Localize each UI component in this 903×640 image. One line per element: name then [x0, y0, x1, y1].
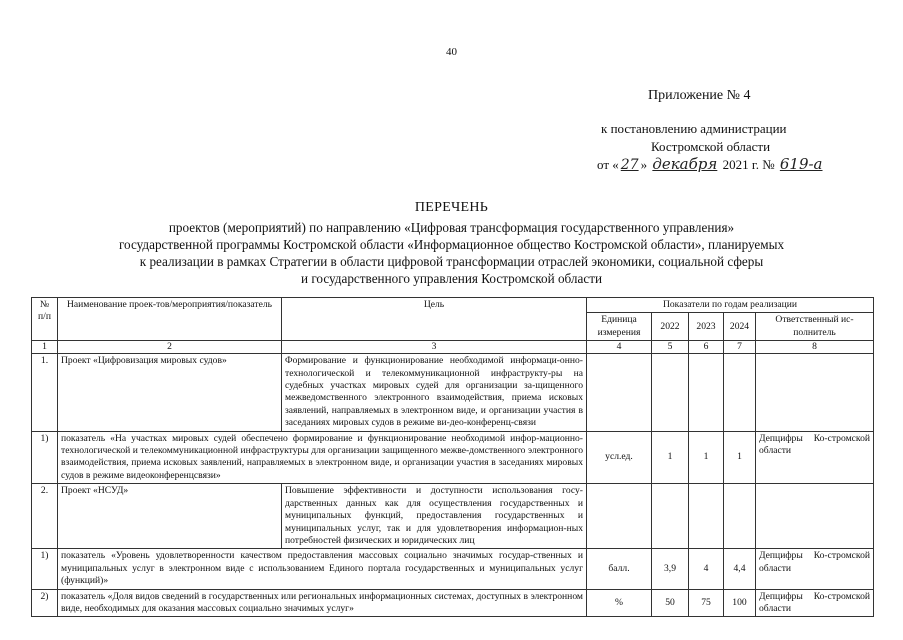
indicator-unit: %	[587, 589, 652, 617]
row-number: 1)	[32, 549, 58, 589]
header-indicators-group: Показатели по годам реализации	[587, 298, 874, 313]
subtitle-line: проектов (мероприятий) по направлению «Цифровая трансформация государственного управления»	[168, 220, 735, 235]
column-numbers-row	[32, 341, 874, 354]
project-name: Проект «Цифровизация мировых судов»	[58, 354, 282, 431]
header-row	[32, 298, 874, 313]
column-number: 4	[587, 341, 652, 354]
document-subtitle	[40, 219, 863, 287]
value-2023: 4	[689, 549, 724, 589]
indicator-text: показатель «Уровень удовлетворенности качеством предоставления массовых социально значимых госудаp-ственных и муниципальных услуг в электронном виде с использованием Единого портала государственных и муниципальных услуг (функций)»	[58, 549, 587, 589]
project-goal: Повышение эффективности и доступности использования госу-дарственных данных как для осуществления государственных и муниципальных функций, предоставления государственных и муниципальных услуг, так и для удовлетворения информацион-ных потребностей физических и юридических лиц	[282, 484, 587, 549]
header-2022: 2022	[652, 313, 689, 341]
column-number: 6	[689, 341, 724, 354]
subtitle-line: государственной программы Костромской области «Информационное общество Костромской области», планируемых	[118, 237, 785, 252]
column-number: 7	[724, 341, 756, 354]
row-number: 2.	[32, 484, 58, 549]
value-2024: 1	[724, 431, 756, 484]
decree-reference: к постановлению администрации	[601, 121, 787, 136]
value-2024: 100	[724, 589, 756, 617]
header-2024: 2024	[724, 313, 756, 341]
table-row-project	[32, 354, 874, 431]
indicator-unit: усл.ед.	[587, 431, 652, 484]
project-name: Проект «НСУД»	[58, 484, 282, 549]
header-goal: Цель	[282, 298, 587, 341]
column-number: 2	[58, 341, 282, 354]
date-mid: »	[640, 157, 648, 172]
indicator-text: показатель «Доля видов сведений в государственных или региональных информационных системах, доступных в электронном виде, необходимых для оказания массовых социально значимых услуг»	[58, 589, 587, 617]
decree-region: Костромской области	[651, 139, 771, 154]
indicator-unit: балл.	[587, 549, 652, 589]
column-number: 1	[32, 341, 58, 354]
responsible-executor: Депцифры Ко-стромской области	[756, 549, 874, 589]
header-2023: 2023	[689, 313, 724, 341]
value-2022: 3,9	[652, 549, 689, 589]
header-unit: Единица измерения	[587, 313, 652, 341]
responsible-executor: Депцифры Ко-стромской области	[756, 589, 874, 617]
decree-date	[597, 155, 825, 173]
projects-table	[31, 297, 874, 617]
row-number: 2)	[32, 589, 58, 617]
indicator-text: показатель «На участках мировых судей обеспечено формирование и функционирование необходимой инфор-мационно-технологической и телекоммуникационной инфраструктуры для организации защищенного межве-домственного электронного взаимодействия, приема исковых заявлений, направляемых в электронном виде, и организации участия в заседаниях мировых судов в режиме видеоконференцсвязи»	[58, 431, 587, 484]
project-goal: Формирование и функционирование необходимой информаци-онно-технологической и телекоммуникационной инфраструкту-ры на судебных участках мировых судей для организации за-щищенного межведомственного электронного взаимодействия, приема исковых заявлений, направляемых в электронном виде, и организации участия в заседаниях мировых судов в режиме ви-део-конференц-связи	[282, 354, 587, 431]
page-number: 40	[446, 46, 457, 58]
date-year: 2021 г. №	[722, 157, 775, 172]
header-name: Наименование проек-тов/мероприятия/показатель	[58, 298, 282, 341]
value-2023: 75	[689, 589, 724, 617]
table-row-indicator	[32, 589, 874, 617]
value-2022: 1	[652, 431, 689, 484]
row-number: 1.	[32, 354, 58, 431]
header-num: № п/п	[32, 298, 58, 341]
table-row-project	[32, 484, 874, 549]
table-row-indicator	[32, 431, 874, 484]
row-number: 1)	[32, 431, 58, 484]
column-number: 5	[652, 341, 689, 354]
value-2023: 1	[689, 431, 724, 484]
document-title: ПЕРЕЧЕНЬ	[414, 200, 489, 215]
subtitle-line: и государственного управления Костромской области	[300, 271, 603, 286]
handwritten-month: декабря	[652, 155, 718, 173]
appendix-label: Приложение № 4	[648, 88, 751, 103]
header-responsible: Ответственный ис-полнитель	[756, 313, 874, 341]
responsible-executor: Депцифры Ко-стромской области	[756, 431, 874, 484]
column-number: 8	[756, 341, 874, 354]
value-2024: 4,4	[724, 549, 756, 589]
subtitle-line: к реализации в рамках Стратегии в области цифровой трансформации отраслей экономики, социальной сферы	[139, 254, 764, 269]
handwritten-day: 27	[620, 157, 639, 173]
date-prefix: от «	[597, 157, 619, 172]
table-row-indicator	[32, 549, 874, 589]
value-2022: 50	[652, 589, 689, 617]
handwritten-decree-number: 619-а	[779, 155, 823, 173]
column-number: 3	[282, 341, 587, 354]
